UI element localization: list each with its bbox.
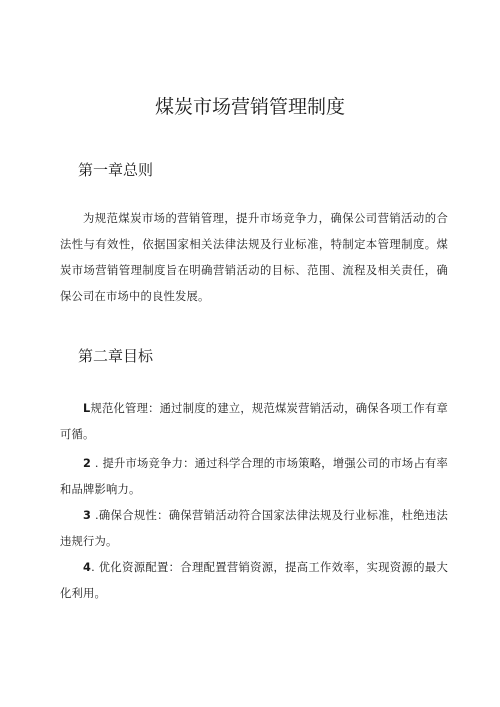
goal-item-2 <box>60 451 448 503</box>
goal-item-4-text: . 优化资源配置：合理配置营销资源，提高工作效率，实现资源的最大化利用。 <box>60 561 448 600</box>
chapter-heading-goals: 第二章目标 <box>78 347 154 365</box>
chapter-heading-general: 第一章总则 <box>78 161 154 179</box>
goal-item-2-number: 2 <box>83 457 92 470</box>
goal-item-4-number: 4 <box>83 561 92 574</box>
goal-item-1-number: L <box>83 402 91 415</box>
general-paragraph: 为规范煤炭市场的营销管理，提升市场竞争力，确保公司营销活动的合法性与有效性，依据国家相关法律法规及行业标准，特制定本管理制度。煤炭市场营销管理制度旨在明确营销活动的目标、范围、流程及相关责任，确保公司在市场中的良性发展。 <box>60 212 448 303</box>
goal-item-1-text: 规范化管理：通过制度的建立，规范煤炭营销活动，确保各项工作有章可循。 <box>60 402 448 441</box>
goal-item-3-text: .确保合规性：确保营销活动符合国家法律法规及行业标准，杜绝违法违规行为。 <box>60 509 448 548</box>
goal-item-3 <box>60 503 448 555</box>
goal-item-3-number: 3 <box>83 509 92 522</box>
goal-item-1 <box>60 396 448 448</box>
goal-item-4 <box>60 555 448 607</box>
goal-item-2-text: . 提升市场竞争力：通过科学合理的市场策略，增强公司的市场占有率和品牌影响力。 <box>60 457 448 496</box>
document-title: 煤炭市场营销管理制度 <box>154 96 345 118</box>
